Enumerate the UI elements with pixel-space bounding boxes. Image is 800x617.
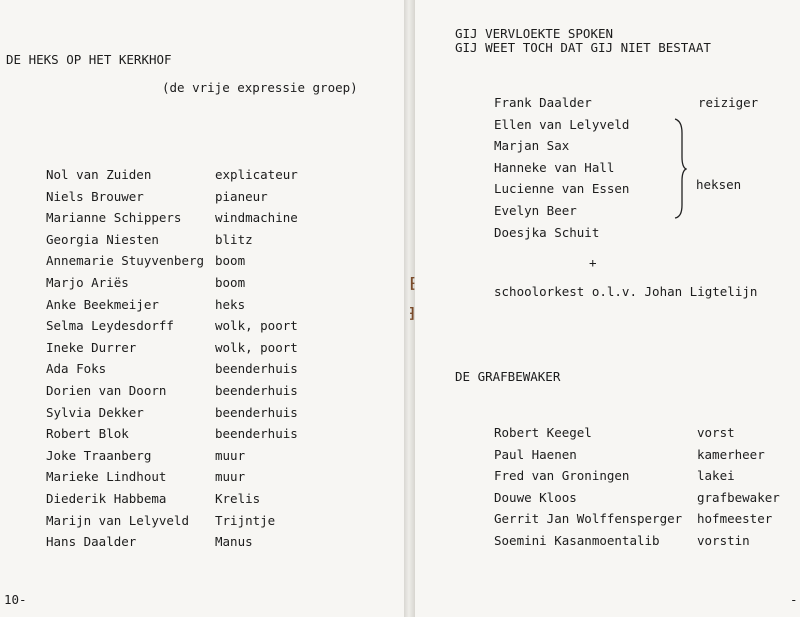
cast-role: muur (215, 447, 246, 463)
play-title-spoken-line1: GIJ VERVLOEKTE SPOKEN (455, 26, 614, 41)
cast-role: wolk, poort (215, 318, 298, 334)
cast-role: vorst (697, 425, 735, 440)
orchestra-credit: schoolorkest o.l.v. Johan Ligtelijn (494, 284, 758, 299)
cast-name: Doesjka Schuit (494, 224, 600, 240)
cast-role: beenderhuis (215, 383, 298, 398)
cast-name: Ada Foks (46, 361, 107, 377)
cast-role: beenderhuis (215, 361, 298, 377)
cast-name: Joke Traanberg (46, 447, 152, 463)
cast-name: Paul Haenen (494, 446, 577, 462)
cast-name: Robert Keegel (494, 425, 592, 440)
cast-role: Trijntje (215, 512, 276, 528)
cast-role: boom (215, 253, 246, 269)
page-edge-mark: - (790, 592, 798, 607)
cast-name: Marjo Ariës (46, 275, 129, 290)
cast-name: Annemarie Stuyvenberg (46, 253, 205, 269)
cast-name: Dorien van Doorn (46, 383, 167, 398)
cast-role: beenderhuis (215, 404, 298, 420)
play-subtitle: (de vrije expressie groep) (162, 80, 358, 95)
cast-name: Ineke Durrer (46, 339, 137, 355)
cast-role: boom (215, 275, 246, 290)
cast-role: wolk, poort (215, 339, 298, 355)
cast-name: Robert Blok (46, 426, 129, 442)
cast-name: Marijn van Lelyveld (46, 512, 189, 528)
group-role-heksen: heksen (696, 177, 742, 192)
cast-role: blitz (215, 231, 253, 247)
cast-role: heks (215, 296, 246, 312)
play-title-spoken-line2: GIJ WEET TOCH DAT GIJ NIET BESTAAT (455, 40, 711, 55)
cast-name: Fred van Groningen (494, 468, 630, 484)
cast-name: Sylvia Dekker (46, 404, 144, 420)
cast-role: reiziger (698, 95, 759, 110)
cast-name: Niels Brouwer (46, 188, 144, 204)
play-title-heks: DE HEKS OP HET KERKHOF (6, 52, 172, 67)
cast-name: Selma Leydesdorff (46, 318, 174, 334)
cast-name: Gerrit Jan Wolffensperger (494, 511, 683, 527)
cast-name: Hanneke van Hall (494, 159, 615, 175)
cast-name: Anke Beekmeijer (46, 296, 159, 312)
cast-name: Douwe Kloos (494, 489, 577, 505)
cast-name: Marianne Schippers (46, 210, 182, 226)
cast-name: Marjan Sax (494, 138, 570, 154)
cast-role: muur (215, 469, 246, 485)
binding-mark-top: ⁅ (408, 276, 417, 292)
cast-role: Krelis (215, 491, 261, 506)
cast-role: windmachine (215, 210, 298, 226)
cast-role: Manus (215, 534, 253, 550)
cast-name: Nol van Zuiden (46, 167, 152, 182)
binding-mark-bottom: ⁆ (408, 306, 417, 322)
cast-role: hofmeester (697, 511, 773, 527)
cast-role: explicateur (215, 167, 298, 182)
brace-icon (673, 117, 687, 220)
cast-name: Soemini Kasanmoentalib (494, 533, 660, 548)
cast-name: Diederik Habbema (46, 491, 167, 506)
cast-name: Frank Daalder (494, 95, 592, 110)
cast-name: Marieke Lindhout (46, 469, 167, 485)
cast-name: Georgia Niesten (46, 231, 159, 247)
cast-role: kamerheer (697, 446, 765, 462)
cast-role: pianeur (215, 188, 268, 204)
page-number: 10- (4, 592, 27, 607)
play-title-grafbewaker: DE GRAFBEWAKER (455, 369, 561, 384)
cast-name: Ellen van Lelyveld (494, 116, 630, 132)
cast-role: vorstin (697, 533, 750, 548)
cast-name: Evelyn Beer (494, 203, 577, 218)
plus-sign: + (589, 255, 597, 270)
cast-role: grafbewaker (697, 489, 780, 505)
cast-name: Hans Daalder (46, 534, 137, 550)
cast-role: lakei (697, 468, 735, 484)
cast-role: beenderhuis (215, 426, 298, 442)
cast-name: Lucienne van Essen (494, 181, 630, 197)
